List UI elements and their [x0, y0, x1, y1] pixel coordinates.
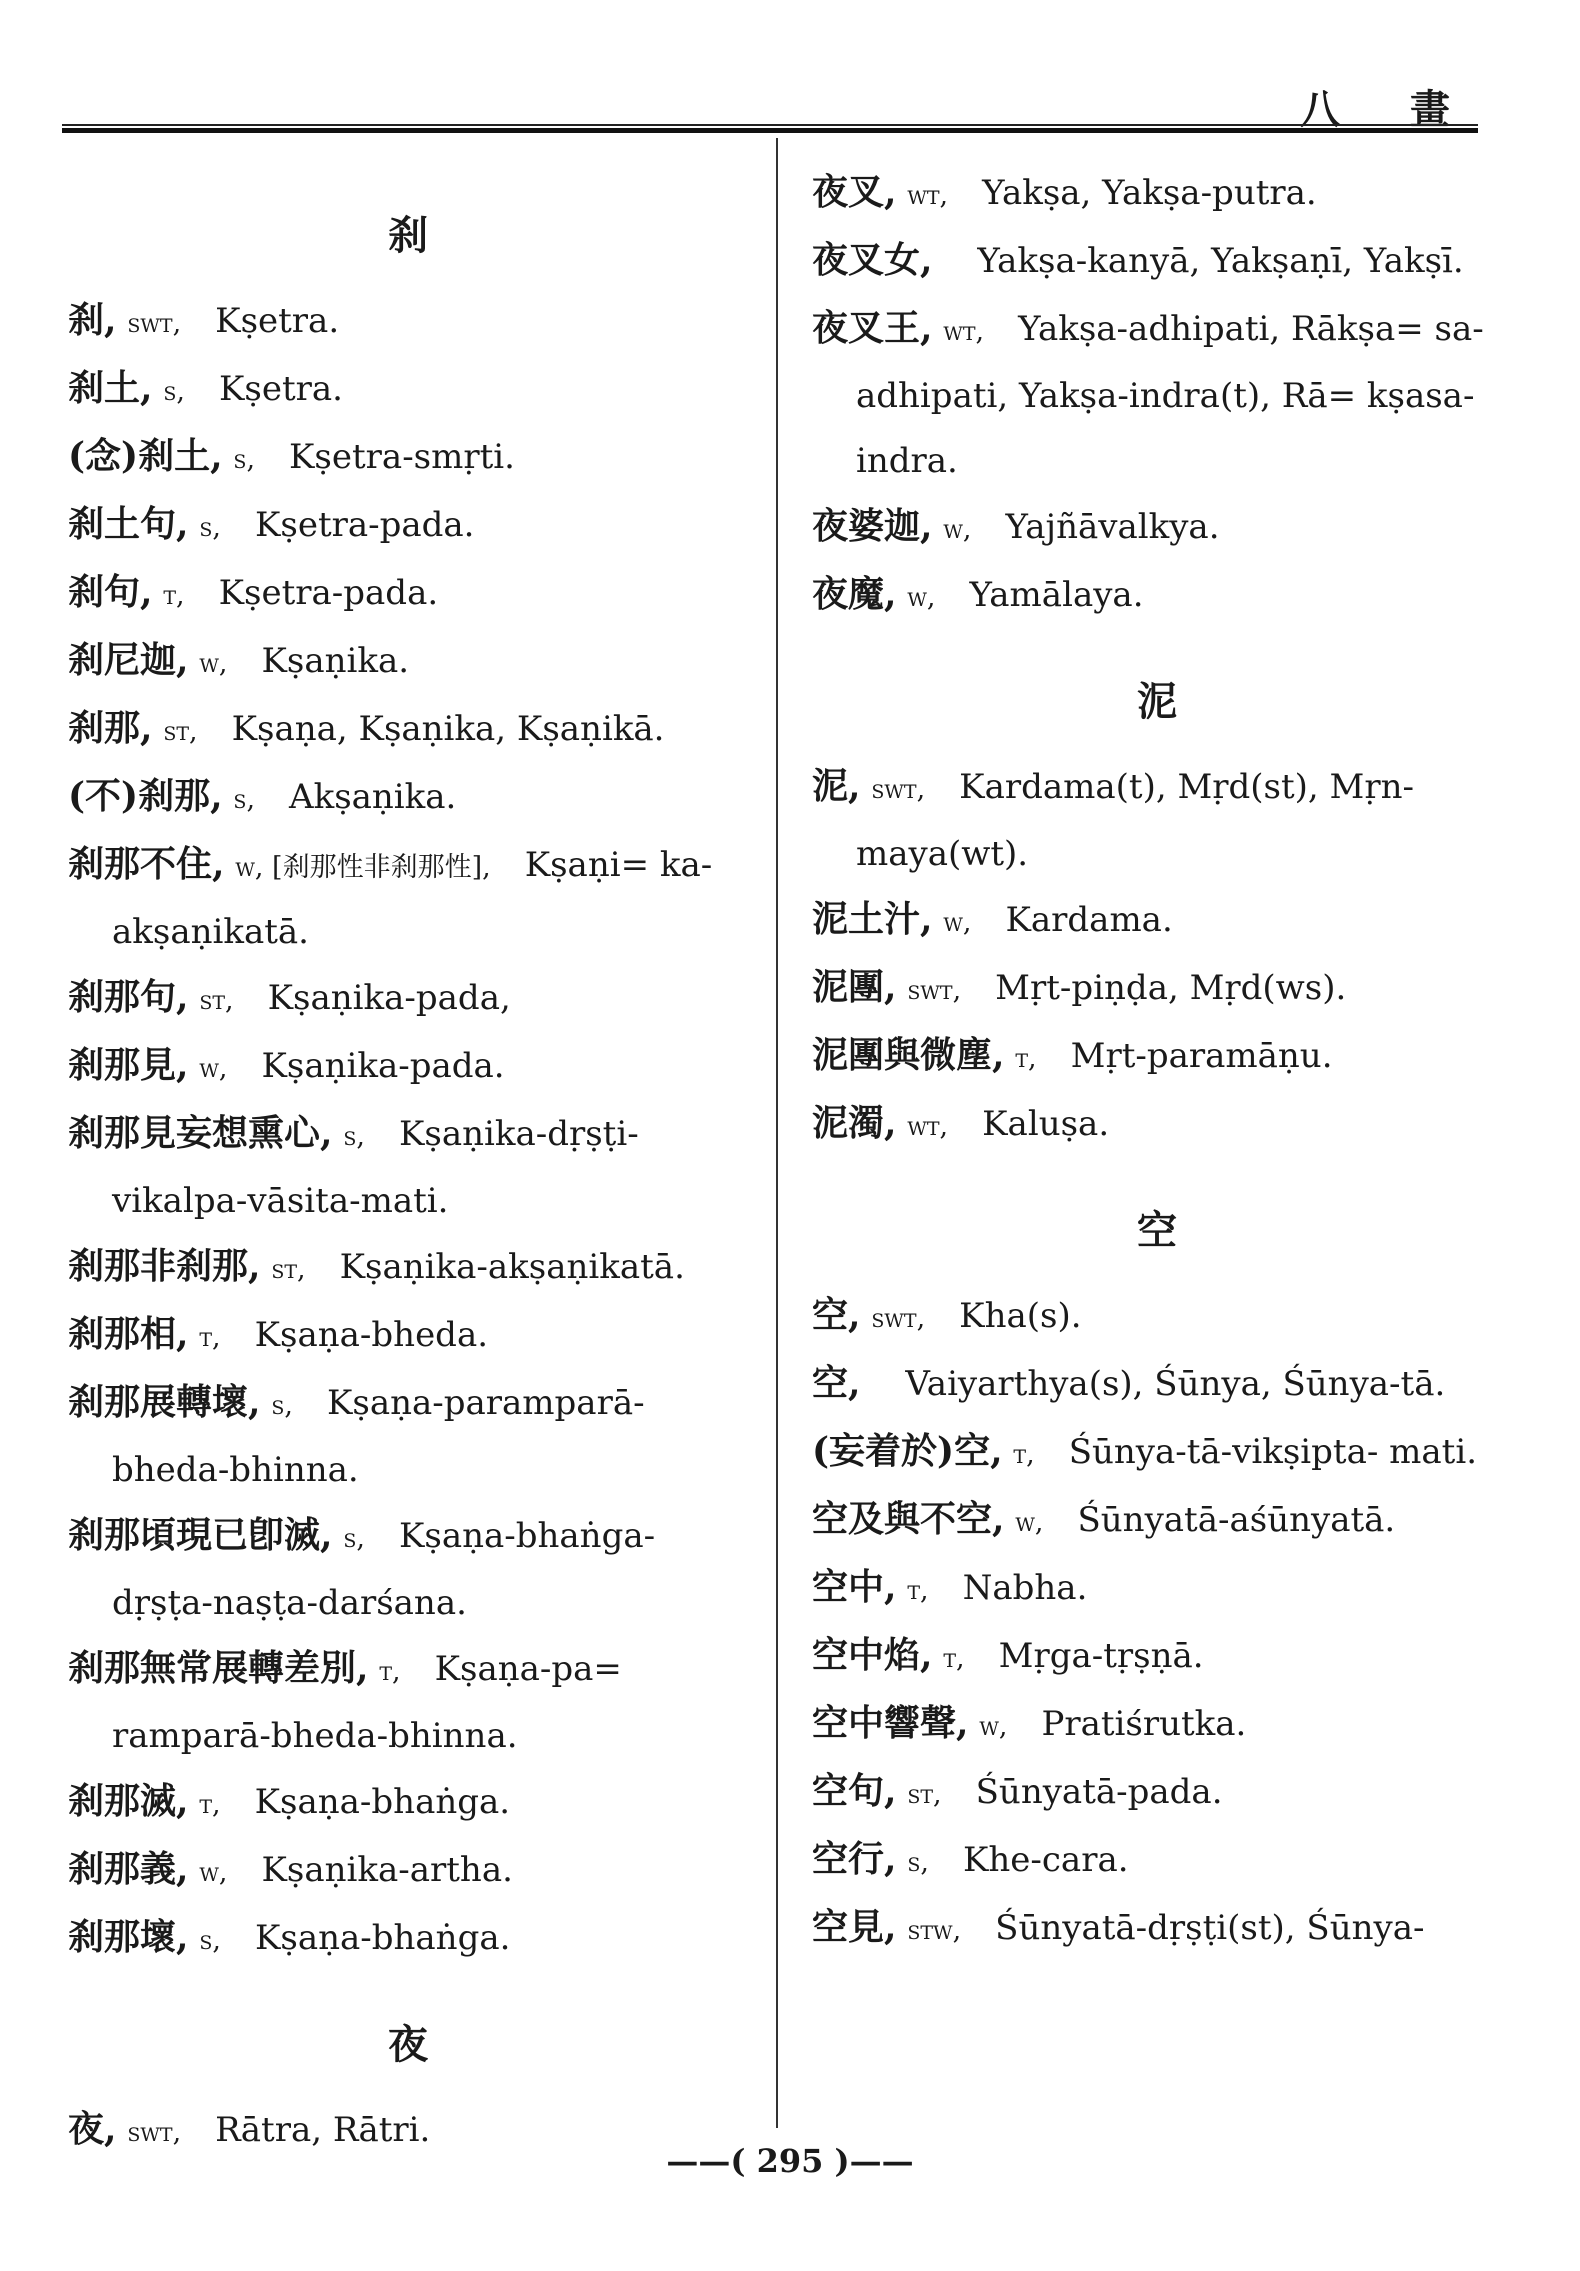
- dictionary-entry: [812, 1419, 1502, 1487]
- entry-sanskrit: Kṣaṇa-bhaṅga.: [254, 1918, 511, 1958]
- entry-source: w, [刹那性非刹那性],: [235, 852, 491, 883]
- entry-sanskrit: Śūnyatā-aśūnyatā.: [1077, 1500, 1396, 1540]
- dictionary-entry: [68, 832, 748, 965]
- entry-source: s,: [199, 1925, 221, 1956]
- dictionary-entry: [68, 1370, 748, 1503]
- entry-sanskrit: Kṣaṇa-bhaṅga.: [254, 1782, 511, 1822]
- entry-source: s,: [343, 1121, 365, 1152]
- entry-sanskrit: Kardama.: [1005, 900, 1173, 940]
- entry-source: swt,: [127, 308, 182, 339]
- dictionary-entry: [68, 424, 748, 492]
- entry-headword: (念)刹土,: [68, 435, 223, 477]
- entry-source: s,: [343, 1523, 365, 1554]
- entry-sanskrit: Kṣetra-smṛti.: [289, 437, 515, 477]
- entry-sanskrit: Kṣetra.: [218, 369, 343, 409]
- entry-sanskrit: Śūnyatā-dṛṣṭi(st), Śūnya-: [995, 1908, 1425, 1948]
- dictionary-entry: [812, 562, 1502, 630]
- dictionary-entry: [812, 160, 1502, 228]
- dictionary-entry: [68, 1837, 748, 1905]
- entry-headword: 空中焰,: [812, 1634, 933, 1676]
- entry-headword: 空中響聲,: [812, 1702, 969, 1744]
- header-rule-thin: [62, 124, 1478, 126]
- entry-headword: 夜,: [68, 2108, 117, 2150]
- entry-headword: 刹那滅,: [68, 1780, 189, 1822]
- entry-sanskrit: Kṣaṇa, Kṣaṇika, Kṣaṇikā.: [231, 709, 665, 749]
- entry-source: stw,: [907, 1915, 962, 1946]
- entry-sanskrit: Khe-cara.: [962, 1840, 1129, 1880]
- dictionary-entry: [68, 628, 748, 696]
- entry-headword: 刹句,: [68, 571, 153, 613]
- dictionary-entry: [68, 1234, 748, 1302]
- dictionary-entry: [68, 1503, 748, 1636]
- dictionary-entry: [68, 696, 748, 764]
- entry-headword: 夜魔,: [812, 573, 897, 615]
- entry-sanskrit: Śūnya-tā-vikṣipta- mati.: [1068, 1432, 1478, 1472]
- dictionary-entry: [812, 228, 1502, 296]
- entry-sanskrit: Kṣaṇika-akṣaṇikatā.: [339, 1247, 685, 1287]
- entry-headword: 刹那非刹那,: [68, 1245, 261, 1287]
- entry-source: t,: [907, 1575, 929, 1606]
- entry-source: w,: [199, 648, 228, 679]
- entry-source: t,: [199, 1322, 221, 1353]
- entry-headword: 空及與不空,: [812, 1498, 1005, 1540]
- dictionary-entry: [68, 560, 748, 628]
- entry-sanskrit: Nabha.: [962, 1568, 1088, 1608]
- entry-headword: 刹那展轉壞,: [68, 1381, 261, 1423]
- entry-headword: 夜婆迦,: [812, 505, 933, 547]
- entry-headword: 夜叉女,: [812, 239, 933, 281]
- entry-sanskrit: Kardama(t), Mṛd(st), Mṛn- maya(wt).: [856, 767, 1414, 874]
- entry-headword: (不)刹那,: [68, 775, 223, 817]
- entry-source: st,: [907, 1779, 942, 1810]
- entry-headword: 刹尼迦,: [68, 639, 189, 681]
- entry-sanskrit: Kṣetra.: [215, 301, 340, 341]
- entry-sanskrit: Kṣaṇika.: [261, 641, 410, 681]
- section-heading: 空: [1137, 1207, 1177, 1254]
- entry-headword: 刹那見,: [68, 1044, 189, 1086]
- dictionary-entry: [812, 296, 1502, 494]
- dictionary-entry: [812, 494, 1502, 562]
- page-header-label: 八 畫: [1300, 86, 1478, 133]
- entry-source: t,: [379, 1656, 401, 1687]
- entry-source: t,: [1015, 1043, 1037, 1074]
- entry-headword: 泥濁,: [812, 1102, 897, 1144]
- entry-sanskrit: Pratiśrutka.: [1041, 1704, 1247, 1744]
- dictionary-entry: [68, 288, 748, 356]
- entry-source: swt,: [907, 975, 962, 1006]
- entry-headword: 刹那見妄想熏心,: [68, 1112, 333, 1154]
- entry-sanskrit: Kṣaṇa-bheda.: [254, 1315, 489, 1355]
- entry-source: s,: [907, 1847, 929, 1878]
- entry-source: w,: [979, 1711, 1008, 1742]
- entry-sanskrit: Akṣaṇika.: [289, 777, 457, 817]
- entry-headword: 泥團,: [812, 966, 897, 1008]
- entry-sanskrit: Kṣaṇika-pada,: [267, 978, 511, 1018]
- entry-source: w,: [907, 582, 936, 613]
- entry-sanskrit: Yamālaya.: [969, 575, 1144, 615]
- entry-sanskrit: Yakṣa, Yakṣa-putra.: [982, 173, 1317, 213]
- entry-source: s,: [199, 512, 221, 543]
- entry-headword: (妄着於)空,: [812, 1430, 1003, 1472]
- entry-source: w,: [1015, 1507, 1044, 1538]
- entry-sanskrit: Kṣaṇa-bhaṅga- dṛṣṭa-naṣṭa-darśana.: [112, 1516, 656, 1623]
- entry-headword: 刹土句,: [68, 503, 189, 545]
- entry-sanskrit: Kha(s).: [959, 1296, 1082, 1336]
- section-heading: 夜: [388, 2021, 428, 2068]
- entry-headword: 刹那頃現已卽滅,: [68, 1514, 333, 1556]
- entry-headword: 刹那義,: [68, 1848, 189, 1890]
- entry-sanskrit: Kaluṣa.: [982, 1104, 1110, 1144]
- entry-sanskrit: Mṛga-tṛṣṇā.: [998, 1636, 1204, 1676]
- dictionary-entry: [812, 1351, 1502, 1419]
- entry-source: st,: [271, 1254, 306, 1285]
- dictionary-entry: [812, 1623, 1502, 1691]
- dictionary-entry: [812, 955, 1502, 1023]
- header-rule: [62, 128, 1478, 133]
- entry-source: st,: [163, 716, 198, 747]
- entry-sanskrit: Kṣetra-pada.: [218, 573, 439, 613]
- entry-source: st,: [199, 985, 234, 1016]
- dictionary-entry: [812, 1895, 1502, 1963]
- entry-sanskrit: Kṣaṇa-paramparā- bheda-bhinna.: [112, 1383, 645, 1490]
- column-divider: [776, 138, 778, 2128]
- entry-headword: 空,: [812, 1362, 861, 1404]
- dictionary-entry: [68, 1302, 748, 1370]
- entry-sanskrit: Śūnyatā-pada.: [975, 1772, 1223, 1812]
- dictionary-entry: [812, 887, 1502, 955]
- dictionary-entry: [812, 1091, 1502, 1159]
- entry-headword: 刹那相,: [68, 1313, 189, 1355]
- entry-source: t,: [1013, 1439, 1035, 1470]
- entry-sanskrit: Kṣaṇa-pa= ramparā-bheda-bhinna.: [112, 1649, 622, 1756]
- entry-headword: 刹那壞,: [68, 1916, 189, 1958]
- dictionary-entry: [68, 492, 748, 560]
- entry-sanskrit: Kṣetra-pada.: [254, 505, 475, 545]
- entry-source: t,: [199, 1789, 221, 1820]
- entry-headword: 空中,: [812, 1566, 897, 1608]
- dictionary-entry: [68, 965, 748, 1033]
- dictionary-entry: [812, 1827, 1502, 1895]
- entry-source: s,: [271, 1390, 293, 1421]
- entry-source: w,: [199, 1053, 228, 1084]
- entry-headword: 空見,: [812, 1906, 897, 1948]
- entry-headword: 夜叉王,: [812, 307, 933, 349]
- entry-source: w,: [943, 514, 972, 545]
- entry-source: s,: [233, 784, 256, 815]
- entry-sanskrit: Kṣaṇika-artha.: [261, 1850, 513, 1890]
- entry-sanskrit: Mṛt-piṇḍa, Mṛd(ws).: [995, 968, 1347, 1008]
- entry-source: wt,: [943, 316, 985, 347]
- dictionary-entry: [812, 1759, 1502, 1827]
- entry-sanskrit: Kṣaṇika-pada.: [261, 1046, 505, 1086]
- dictionary-entry: [812, 1487, 1502, 1555]
- left-column: [68, 160, 748, 2165]
- dictionary-entry: [812, 1691, 1502, 1759]
- entry-sanskrit: Kṣaṇika-dṛṣṭi- vikalpa-vāsita-mati.: [112, 1114, 639, 1221]
- entry-headword: 泥土汁,: [812, 898, 933, 940]
- entry-headword: 夜叉,: [812, 171, 897, 213]
- entry-source: s,: [163, 376, 185, 407]
- entry-source: s,: [233, 444, 256, 475]
- dictionary-entry: [68, 1769, 748, 1837]
- entry-source: t,: [163, 580, 185, 611]
- entry-headword: 空,: [812, 1294, 861, 1336]
- section-heading: 刹: [388, 212, 428, 259]
- dictionary-entry: [812, 1023, 1502, 1091]
- entry-headword: 刹那,: [68, 707, 153, 749]
- entry-headword: 刹那句,: [68, 976, 189, 1018]
- entry-sanskrit: Vaiyarthya(s), Śūnya, Śūnya-tā.: [905, 1364, 1446, 1404]
- entry-headword: 刹那無常展轉差別,: [68, 1647, 369, 1689]
- dictionary-entry: [68, 1101, 748, 1234]
- entry-source: swt,: [871, 1303, 926, 1334]
- entry-sanskrit: Yakṣa-adhipati, Rākṣa= sa-adhipati, Yakṣa-indra(t), Rā= kṣasa-indra.: [856, 309, 1484, 481]
- page-number: ——( 295 )——: [666, 2142, 914, 2180]
- entry-source: swt,: [127, 2117, 182, 2148]
- right-column: [812, 160, 1502, 1963]
- entry-source: wt,: [907, 180, 949, 211]
- entry-source: w,: [199, 1857, 228, 1888]
- dictionary-entry: [68, 356, 748, 424]
- entry-headword: 空行,: [812, 1838, 897, 1880]
- section-heading: 泥: [1137, 678, 1177, 725]
- dictionary-entry: [68, 1636, 748, 1769]
- entry-source: w,: [943, 907, 972, 938]
- dictionary-entry: [68, 1905, 748, 1973]
- entry-headword: 泥團與微塵,: [812, 1034, 1005, 1076]
- entry-headword: 泥,: [812, 765, 861, 807]
- entry-headword: 空句,: [812, 1770, 897, 1812]
- dictionary-entry: [812, 754, 1502, 887]
- dictionary-entry: [812, 1555, 1502, 1623]
- entry-sanskrit: Mṛt-paramāṇu.: [1070, 1036, 1333, 1076]
- entry-source: swt,: [871, 774, 926, 805]
- entry-source: t,: [943, 1643, 965, 1674]
- entry-sanskrit: Kṣaṇi= ka-akṣaṇikatā.: [112, 845, 713, 952]
- entry-headword: 刹土,: [68, 367, 153, 409]
- dictionary-entry: [812, 1283, 1502, 1351]
- dictionary-entry: [68, 1033, 748, 1101]
- entry-sanskrit: Rātra, Rātri.: [215, 2110, 431, 2150]
- entry-headword: 刹那不住,: [68, 843, 225, 885]
- entry-headword: 刹,: [68, 299, 117, 341]
- entry-sanskrit: Yajñāvalkya.: [1005, 507, 1220, 547]
- dictionary-entry: [68, 764, 748, 832]
- entry-sanskrit: Yakṣa-kanyā, Yakṣaṇī, Yakṣī.: [977, 241, 1464, 281]
- entry-source: wt,: [907, 1111, 949, 1142]
